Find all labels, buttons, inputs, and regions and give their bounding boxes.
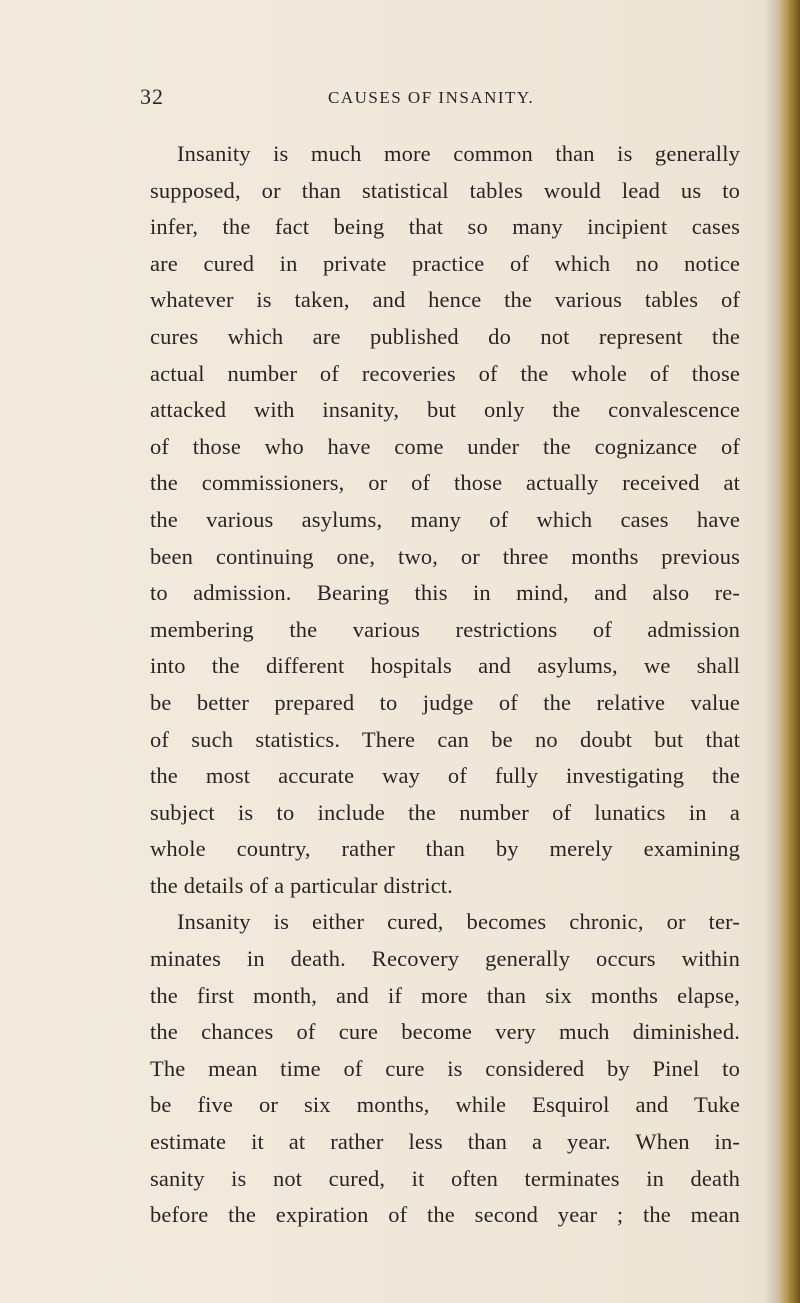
text-line: the commissioners, or of those actually received at [150,470,740,496]
text-line: whatever is taken, and hence the various tables of [150,287,740,313]
text-line: The mean time of cure is considered by Pinel to [150,1055,740,1081]
body-text [150,136,740,1234]
text-line: the first month, and if more than six months elapse, [150,982,740,1008]
page-gutter-shadow [764,0,778,1303]
text-line: into the different hospitals and asylums, we shall [150,653,740,679]
page-number: 32 [140,84,164,109]
text-line: the details of a particular district. [150,872,453,898]
text-line: sanity is not cured, it often terminates in death [150,1165,740,1191]
text-line: actual number of recoveries of the whole of those [150,360,740,386]
text-line: Insanity is much more common than is generally [177,141,740,166]
text-line: cures which are published do not represent the [150,323,740,349]
text-line: subject is to include the number of lunatics in a [150,799,740,825]
text-line: infer, the fact being that so many incipient cases [150,214,740,240]
text-line: membering the various restrictions of admission [150,616,740,642]
text-line: estimate it at rather less than a year. When in- [150,1129,740,1155]
running-head [140,84,750,114]
text-line: to admission. Bearing this in mind, and also re- [150,580,740,606]
text-line: be five or six months, while Esquirol and Tuke [150,1092,740,1118]
text-line: are cured in private practice of which no notice [150,250,740,276]
text-line: the most accurate way of fully investigating the [150,763,740,789]
text-line: minates in death. Recovery generally occurs within [150,946,740,972]
text-line: supposed, or than statistical tables would lead us to [150,177,740,203]
text-line: before the expiration of the second year ; the mean [150,1202,740,1228]
running-head-title: CAUSES OF INSANITY. [328,88,535,107]
text-line: be better prepared to judge of the relative value [150,689,740,715]
text-line: been continuing one, two, or three months previous [150,543,740,569]
text-line: Insanity is either cured, becomes chronic, or ter- [177,909,740,935]
text-line: of those who have come under the cognizance of [150,433,740,459]
text-line: the chances of cure become very much diminished. [150,1019,740,1045]
text-line: whole country, rather than by merely examining [150,836,740,862]
book-binding-edge [778,0,800,1303]
text-line: attacked with insanity, but only the convalescence [150,397,740,423]
text-line: of such statistics. There can be no doubt but that [150,726,740,752]
text-line: the various asylums, many of which cases have [150,506,740,532]
